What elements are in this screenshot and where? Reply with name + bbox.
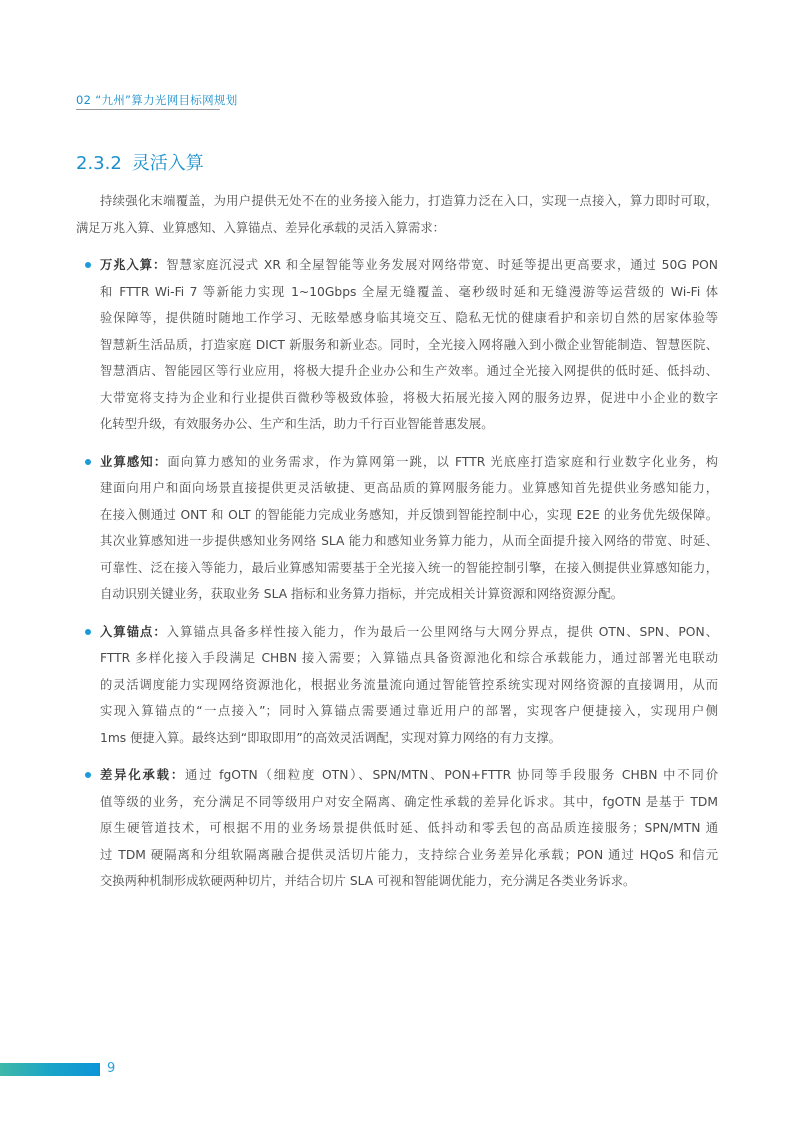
- text-line: 面向算力感知的业务需求，作为算网第一跳，以 FTTR 光底座打造家庭和行业数字化业务，构: [167, 454, 718, 469]
- text-line: 入算锚点具备多样性接入能力，作为最后一公里网络与大网分界点，提供 OTN、SPN、PON、: [166, 624, 718, 639]
- text-line: FTTR 多样化接入手段满足 CHBN 接入需要；入算锚点具备资源池化和综合承载能力，通过部署光电联动: [100, 651, 718, 665]
- text-line: 建面向用户和面向场景直接提供更灵活敏捷、更高品质的算网服务能力。业算感知首先提供业务感知能力，: [100, 481, 718, 495]
- text-line: 验保障等，提供随时随地工作学习、无眩晕感身临其境交互、隐私无忧的健康看护和亲切自然的居家体验等: [100, 311, 718, 325]
- text-line: 智慧家庭沉浸式 XR 和全屋智能等业务发展对网络带宽、时延等提出更高要求，通过 50G PON: [166, 258, 718, 272]
- text-line: 过 TDM 硬隔离和分组软隔离融合提供灵活切片能力，支持综合业务差异化承载；PON 通过 HQoS 和信元: [100, 847, 718, 862]
- text-line: 交换两种机制形成软硬两种切片，并结合切片 SLA 可视和智能调优能力，充分满足各类业务诉求。: [100, 874, 636, 888]
- section-title: 灵活入算: [131, 153, 204, 174]
- text-line: 值等级的业务，充分满足不同等级用户对安全隔离、确定性承载的差异化诉求。其中，fgOTN 是基于 TDM: [100, 794, 718, 809]
- intro-paragraph: [76, 188, 718, 241]
- text-line: 实现入算锚点的“一点接入”；同时入算锚点需要通过靠近用户的部署，实现客户便捷接入，实现用户侧: [100, 704, 718, 718]
- running-header: 02 “九州”算力光网目标网规划: [76, 93, 238, 107]
- text-line: 和 FTTR Wi-Fi 7 等新能力实现 1~10Gbps 全屋无缝覆盖、毫秒级时延和无缝漫游等运营级的 Wi-Fi 体: [100, 284, 718, 299]
- bullet-dot-icon: [85, 772, 91, 778]
- text-line: 大带宽将支持为企业和行业提供百微秒等极致体验，将极大拓展光接入网的服务边界，促进中小企业的数字: [100, 390, 718, 405]
- bullet-item-wanzhao: [76, 252, 718, 438]
- text-line: 在接入侧通过 ONT 和 OLT 的智能能力完成业务感知，并反馈到智能控制中心，实现 E2E 的业务优先级保障。: [100, 507, 718, 522]
- section-heading: [76, 149, 204, 175]
- header-divider: [76, 109, 220, 110]
- bullet-title: 业算感知：: [100, 454, 168, 469]
- bullet-item-yesuan: [76, 449, 718, 608]
- bullet-title: 差异化承载：: [100, 768, 186, 782]
- bullet-item-chayihua: [76, 762, 718, 895]
- text-line: 智慧酒店、智能园区等行业应用，将极大提升企业办公和生产效率。通过全光接入网提供的低时延、低抖动、: [100, 364, 718, 378]
- text-line: 满足万兆入算、业算感知、入算锚点、差异化承载的灵活入算需求：: [76, 220, 445, 235]
- text-line: 自动识别关键业务，获取业务 SLA 指标和业务算力指标，并完成相关计算资源和网络资源分配。: [100, 587, 624, 601]
- text-line: 原生硬管道技术，可根据不用的业务场景提供低时延、低抖动和零丢包的高品质连接服务；SPN/MTN 通: [100, 821, 718, 835]
- text-line: 智慧新生活品质，打造家庭 DICT 新服务和新业态。同时，全光接入网将融入到小微企业智能制造、智慧医院、: [100, 337, 718, 352]
- text-line: 1ms 便捷入算。最终达到“即取即用”的高效灵活调配，实现对算力网络的有力支撑。: [100, 730, 561, 745]
- bullet-title: 入算锚点：: [100, 624, 167, 639]
- bullet-title: 万兆入算：: [100, 258, 167, 272]
- footer-accent-bar: [0, 1063, 100, 1076]
- section-number: 2.3.2: [76, 153, 122, 174]
- text-line: 的灵活调度能力实现网络资源池化，根据业务流量流向通过智能管控系统实现对网络资源的直接调用，从而: [100, 677, 718, 692]
- body-content: [76, 188, 718, 895]
- text-line: 持续强化末端覆盖，为用户提供无处不在的业务接入能力，打造算力泛在入口，实现一点接入，算力即时可取，: [100, 194, 718, 208]
- text-line: 通过 fgOTN（细粒度 OTN）、SPN/MTN、PON+FTTR 协同等手段服务 CHBN 中不同价: [185, 768, 718, 782]
- bullet-dot-icon: [85, 262, 91, 268]
- bullet-dot-icon: [85, 629, 91, 635]
- page-number: 9: [107, 1061, 116, 1076]
- text-line: 化转型升级，有效服务办公、生产和生活，助力千行百业智能普惠发展。: [100, 417, 494, 431]
- bullet-dot-icon: [85, 459, 91, 465]
- text-line: 其次业算感知进一步提供感知业务网络 SLA 能力和感知业务算力能力，从而全面提升接入网络的带宽、时延、: [100, 534, 718, 548]
- bullet-item-rusuan: [76, 619, 718, 752]
- text-line: 可靠性、泛在接入等能力，最后业算感知需要基于全光接入统一的智能控制引擎，在接入侧提供业算感知能力，: [100, 560, 718, 575]
